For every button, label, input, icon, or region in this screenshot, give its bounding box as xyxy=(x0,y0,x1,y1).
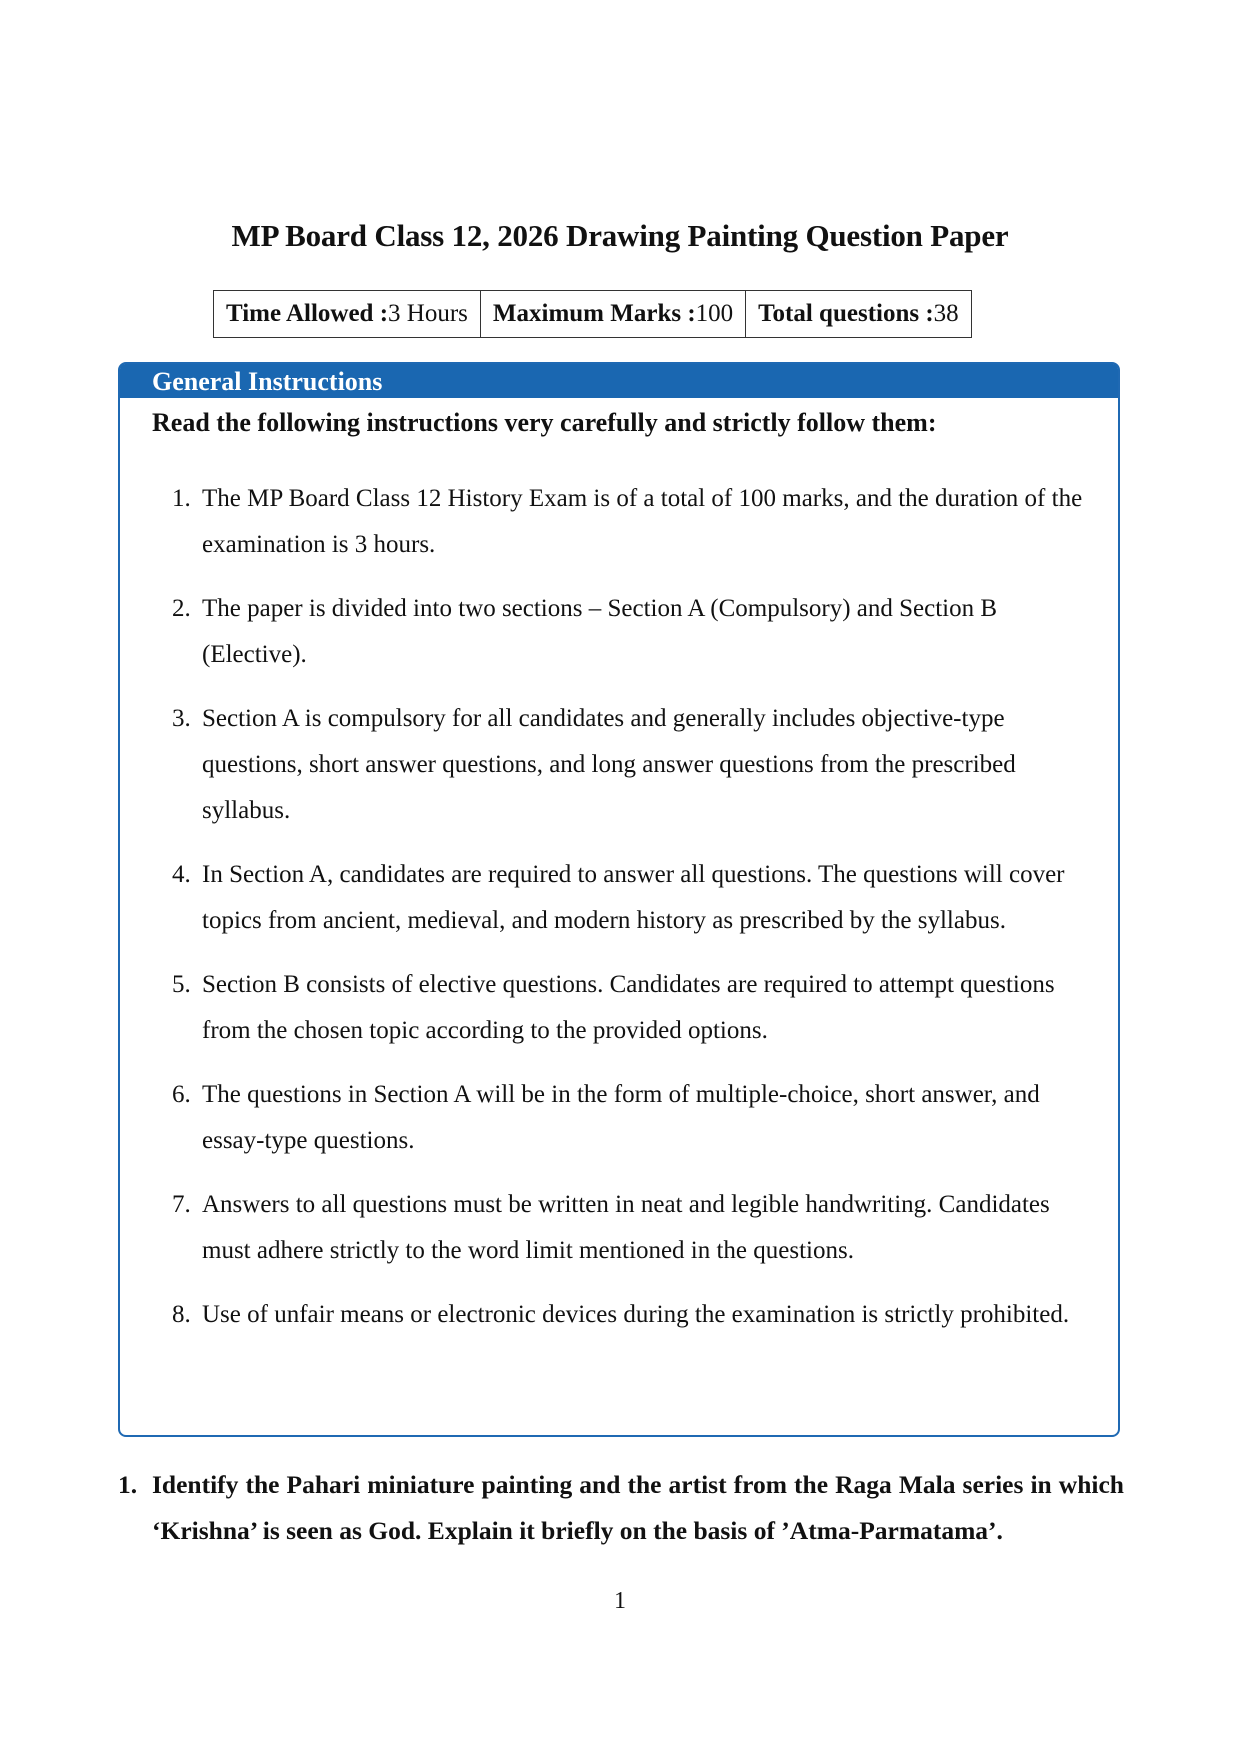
exam-meta-table xyxy=(213,290,972,338)
instruction-item xyxy=(172,586,1092,678)
instruction-text: The questions in Section A will be in the form of multiple-choice, short answer, and essay-type questions. xyxy=(202,1081,1040,1154)
instruction-item xyxy=(172,1292,1092,1338)
instruction-number: 5. xyxy=(172,971,191,998)
instruction-text: Section A is compulsory for all candidates and generally includes objective-type questions, short answer questions, and long answer questions from the prescribed syllabus. xyxy=(202,705,1016,824)
maximum-marks-cell xyxy=(480,291,745,338)
total-questions-cell xyxy=(746,291,972,338)
instruction-number: 4. xyxy=(172,861,191,888)
maximum-marks-value: 100 xyxy=(695,300,734,327)
page-title: MP Board Class 12, 2026 Drawing Painting Question Paper xyxy=(231,218,1009,253)
instruction-item xyxy=(172,476,1092,568)
instruction-text: The MP Board Class 12 History Exam is of a total of 100 marks, and the duration of the examination is 3 hours. xyxy=(202,485,1083,558)
instruction-item xyxy=(172,852,1092,944)
instruction-number: 3. xyxy=(172,705,191,732)
instruction-number: 1. xyxy=(172,485,191,512)
question-1 xyxy=(118,1462,1124,1554)
instruction-number: 8. xyxy=(172,1301,191,1328)
instruction-text: In Section A, candidates are required to answer all questions. The questions will cover topics from ancient, medieval, and modern history as prescribed by the syllabus. xyxy=(202,861,1065,934)
general-instructions-box xyxy=(118,362,1120,1437)
instruction-item xyxy=(172,1182,1092,1274)
instruction-number: 2. xyxy=(172,595,191,622)
total-questions-label: Total questions : xyxy=(758,300,934,327)
page-number: 1 xyxy=(614,1588,626,1614)
instructions-list xyxy=(172,476,1092,1356)
instruction-text: The paper is divided into two sections – Section A (Compulsory) and Section B (Elective). xyxy=(202,595,998,668)
question-number: 1. xyxy=(118,1470,138,1499)
instructions-intro: Read the following instructions very carefully and strictly follow them: xyxy=(152,408,937,437)
maximum-marks-label: Maximum Marks : xyxy=(492,300,696,327)
instruction-text: Section B consists of elective questions. Candidates are required to attempt questions from the chosen topic according to the provided options. xyxy=(202,971,1055,1044)
instruction-item xyxy=(172,962,1092,1054)
instruction-item xyxy=(172,1072,1092,1164)
total-questions-value: 38 xyxy=(933,300,959,327)
instruction-number: 7. xyxy=(172,1191,191,1218)
question-text: Identify the Pahari miniature painting and the artist from the Raga Mala series in which ‘Krishna’ is seen as God. Explain it briefly on the basis of ’Atma-Parmatama’. xyxy=(152,1470,1124,1545)
instruction-text: Answers to all questions must be written in neat and legible handwriting. Candidates must adhere strictly to the word limit mentioned in the questions. xyxy=(202,1191,1050,1264)
instruction-number: 6. xyxy=(172,1081,191,1108)
time-allowed-label: Time Allowed : xyxy=(226,300,389,327)
instructions-header: General Instructions xyxy=(120,364,1118,398)
time-allowed-value: 3 Hours xyxy=(388,300,468,327)
instruction-item xyxy=(172,696,1092,834)
instruction-text: Use of unfair means or electronic devices during the examination is strictly prohibited. xyxy=(202,1301,1070,1328)
time-allowed-cell xyxy=(214,291,481,338)
